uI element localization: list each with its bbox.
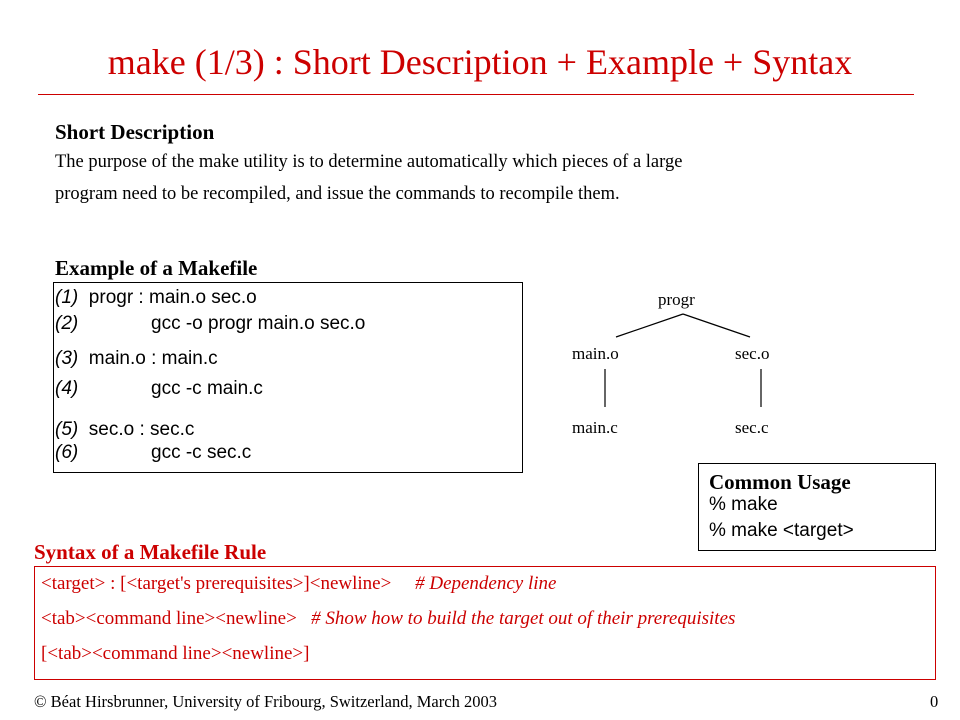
line-number: (5) — [55, 419, 79, 440]
example-heading: Example of a Makefile — [55, 256, 258, 280]
line-text: progr : main.o sec.o — [88, 287, 257, 308]
tree-node-progr: progr — [658, 290, 695, 309]
line-number: (6) — [55, 442, 79, 463]
line-number: (4) — [55, 378, 79, 399]
short-description-heading: Short Description — [55, 120, 215, 144]
makefile-line-2-text: gcc -o progr main.o sec.o — [151, 313, 366, 334]
edge-progr-sec-o — [683, 314, 750, 337]
tree-node-main-c: main.c — [572, 418, 618, 437]
common-usage-line-1: % make — [709, 494, 778, 515]
syntax-code: <target> : [<target's prerequisites>]<newline> — [41, 573, 392, 594]
common-usage-line-2: % make <target> — [709, 520, 854, 541]
syntax-comment: # Show how to build the target out of their prerequisites — [311, 608, 736, 629]
makefile-line-4-text: gcc -c main.c — [151, 378, 263, 399]
tree-node-main-o: main.o — [572, 344, 619, 363]
syntax-code: <tab><command line><newline> — [41, 608, 297, 629]
syntax-line-1 — [41, 573, 556, 595]
common-usage-heading: Common Usage — [709, 470, 851, 494]
line-number: (2) — [55, 313, 79, 334]
page-number: 0 — [930, 692, 939, 711]
slide-title: make (1/3) : Short Description + Example + Syntax — [107, 42, 853, 82]
syntax-line-2 — [41, 608, 735, 630]
footer-copyright: © Béat Hirsbrunner, University of Fribourg, Switzerland, March 2003 — [34, 692, 497, 711]
line-number: (3) — [55, 348, 79, 369]
syntax-line-3: [<tab><command line><newline>] — [41, 643, 310, 664]
short-description-line-2: program need to be recompiled, and issue the commands to recompile them. — [55, 184, 620, 204]
edge-progr-main-o — [616, 314, 683, 337]
line-text: sec.o : sec.c — [88, 419, 195, 440]
tree-node-sec-o: sec.o — [735, 344, 770, 363]
tree-node-sec-c: sec.c — [735, 418, 769, 437]
syntax-heading: Syntax of a Makefile Rule — [34, 540, 267, 564]
makefile-line-6-text: gcc -c sec.c — [151, 442, 252, 463]
syntax-comment: # Dependency line — [415, 573, 557, 594]
line-number: (1) — [55, 287, 79, 308]
short-description-line-1: The purpose of the make utility is to determine automatically which pieces of a large — [55, 152, 683, 172]
line-text: main.o : main.c — [88, 348, 218, 369]
